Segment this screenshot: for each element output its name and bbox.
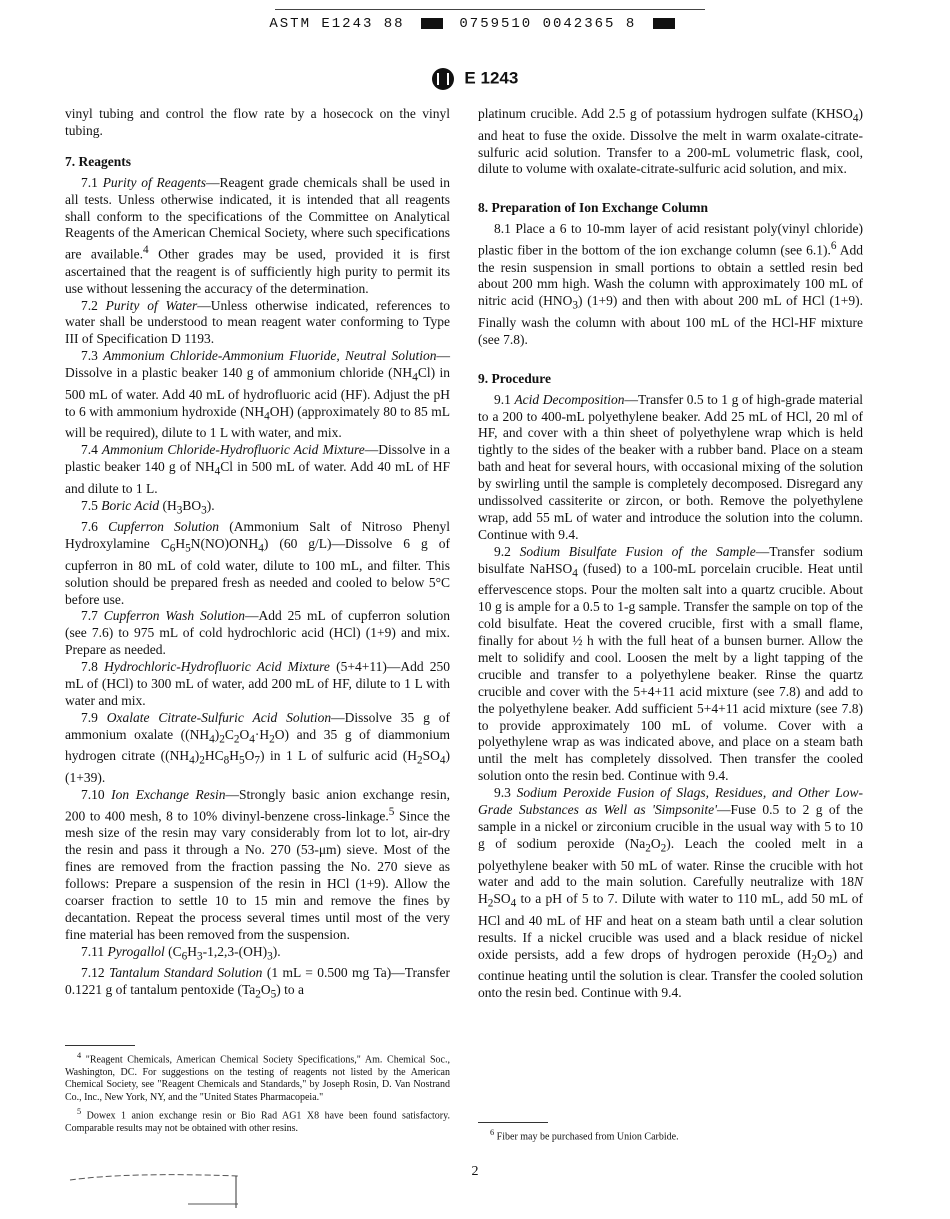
footnote-ref: 4: [143, 244, 149, 257]
paragraph-7-10: 7.10 Ion Exchange Resin—Strongly basic anion exchange resin, 200 to 400 mesh, 8 to 10% divinyl-benzene cross-linkage.$^5$ Since the mesh size of the resin may vary considerably from lot to lot, air-dry the resin and pass it through a No. 270 (53-μm) sieve. Most of the fines are removed from the fraction passing the No. 270 sieve as follows: Prepare a suspension of the resin in HCl (1+9). Allow the coarser fraction to settle 10 to 15 min and remove the fines by decantation. Repeat the process several times until most of the very fine material has been removed from the suspension.: [65, 786, 450, 942]
scan-artifact-marks: [68, 1170, 258, 1210]
section-8-heading: 8. Preparation of Ion Exchange Column: [478, 200, 709, 216]
paragraph-7-12: 7.12 Tantalum Standard Solution (1 mL = 0.500 mg Ta)—Transfer 0.1221 g of tantalum pentoxide $(Ta_2O_5)$ to a: [65, 965, 451, 1001]
scan-line: [275, 9, 705, 10]
paragraph-7-2: 7.2 Purity of Water—Unless otherwise indicated, references to water shall be understood to mean reagent water conforming to Type III of Specification D 1193.: [65, 297, 450, 347]
barcode-block-icon: [653, 18, 675, 29]
page-number: 2: [471, 1164, 479, 1179]
intro-paragraph: vinyl tubing and control the flow rate by a hosecock on the vinyl tubing.: [65, 106, 450, 138]
astm-logo-icon: [432, 68, 454, 90]
document-header-code: [0, 16, 950, 32]
paragraph-7-5: 7.5 Boric Acid $(H_3BO_3)$.: [81, 497, 215, 517]
footnote-6: $^6$ Fiber may be purchased from Union Carbide.: [490, 1128, 679, 1143]
standard-designation: [0, 68, 950, 90]
paragraph-7-4: 7.4 Ammonium Chloride-Hydrofluoric Acid Mixture—Dissolve in a plastic beaker 140 g of $NH_4Cl$ in 500 mL of water. Add 40 mL of HF and dilute to 1 L.: [65, 442, 450, 496]
footnote-5: $^5$ Dowex 1 anion exchange resin or Bio Rad AG1 X8 have been found satisfactory. Comparable results may not be obtained with other resins.: [65, 1107, 450, 1135]
astm-code: ASTM E1243 88: [269, 16, 405, 32]
paragraph-9-1: 9.1 Acid Decomposition—Transfer 0.5 to 1 g of high-grade material to a 200 to 400-mL polyethylene beaker. Add 25 mL of HCl, 20 ml of HF, and cover with a thin sheet of polyethylene wrap which is held tightly to the sides of the beaker with a rubber band. Place on a steam bath and heat for several hours, with occasional mixing of the solution by swirling until the sample is completely decomposed. Disregard any undissolved cassiterite or zircon, or both. Remove the polyethylene wrap, add 55 mL of water and introduce the solution into the column. Continue with 9.4.: [478, 391, 863, 542]
footnotes-right: [478, 1122, 863, 1146]
paragraph-9-2: 9.2 Sodium Bisulfate Fusion of the Sample—Transfer sodium bisulfate NaHSO$_4$ (fused) to a 100-mL porcelain crucible. Heat until effervescence stops. Pour the molten salt into a quartz crucible. About 10 g is ample for a 0.5 to 1-g sample. Transfer the sample on top of the cold bisulfate. Heat the covered crucible, first with a small flame, finally for about ½ h with the full heat of a bunsen burner. Allow the melt to solidify and cool. Loosen the melt by a light tapping of the crucible and transfer to a polyethylene beaker. Rinse the quartz crucible and cover with the 5+4+11 acid mixture (see 7.8) and add to the polyethylene beaker. Add sufficient 5+4+11 acid mixture (see 7.8) to provide approximately 100 mL of volume. Cover with a polyethylene wrap as was indicated above, and place on a steam bath until the melt has completely dissolved. Then transfer the cooled solution onto the resin bed. Continue with 9.4.: [478, 543, 863, 784]
paragraph-7-3: 7.3 Ammonium Chloride-Ammonium Fluoride, Neutral Solution—Dissolve in a plastic beaker 140 g of ammonium chloride $(NH_4Cl)$ in 500 mL of water. Add 40 mL of hydrofluoric acid (HF). Adjust the pH to 6 with ammonium hydroxide $(NH_4OH)$ (approximately 80 to 85 mL will be required), dilute to 1 L with water, and mix.: [65, 348, 451, 441]
footnote-ref: 6: [830, 240, 837, 253]
section-7-heading: 7. Reagents: [65, 153, 131, 169]
footnote-4: $^4$ "Reagent Chemicals, American Chemical Society Specifications," Am. Chemical Soc., Washington, DC. For suggestions on the testing of reagents not listed by the American Chemical Society, see "Reagent Chemicals and Standards," by Joseph Rosin, D. Van Nostrand Co., Inc., New York, NY, and the "United States Pharmacopeia.": [65, 1051, 450, 1103]
barcode-block-icon: [421, 18, 443, 29]
footnote-rule: [478, 1122, 548, 1123]
paragraph-8-1: 8.1 Place a 6 to 10-mm layer of acid resistant poly(vinyl chloride) plastic fiber in the bottom of the ion exchange column (see 6.1).$^6$ Add the resin suspension in small portions to obtain a settled resin bed about 200 mm high. Wash the column with approximately 100 mL of nitric acid $(HNO_3)$ (1+9) and then with about 200 mL of HCl (1+9). Finally wash the column with about 100 mL of the HCl-HF mixture (see 7.8).: [478, 221, 864, 347]
footnotes-left: [65, 1045, 450, 1138]
footnote-ref: 5: [388, 805, 395, 818]
paragraph-7-6: 7.6 Cupferron Solution (Ammonium Salt of Nitroso Phenyl Hydroxylamine $C_6H_5N(NO)ONH_4$) (60 g/L)—Dissolve 6 g of cupferron in 80 mL of cold water, dilute to 100 mL, and filter. This solution should be prepared fresh as needed and cooled to below 5°C before use.: [65, 519, 450, 607]
continuation-paragraph: platinum crucible. Add 2.5 g of potassium hydrogen sulfate $(KHSO_4)$ and heat to fuse the oxide. Dissolve the melt in warm oxalate-citrate-sulfuric acid solution. Transfer to a 200-mL volumetric flask, cool, dilute to volume with oxalate-citrate-sulfuric acid solution, and mix.: [478, 106, 863, 177]
section-9-heading: 9. Procedure: [478, 370, 551, 386]
footnote-rule: [65, 1045, 135, 1046]
paragraph-7-11: 7.11 Pyrogallol $(C_6H_3-1,2,3-(OH)_3)$.: [81, 943, 281, 963]
paragraph-7-9: 7.9 Oxalate Citrate-Sulfuric Acid Solution—Dissolve 35 g of ammonium oxalate $((NH_4)_2C_2O_4\cdot H_2O)$ and 35 g of diammonium hydrogen citrate $((NH_4)_2HC_8H_5O_7)$ in 1 L of sulfuric acid $(H_2SO_4)$ (1+39).: [65, 709, 451, 785]
designation-text: E 1243: [464, 68, 519, 88]
paragraph-9-3: 9.3 Sodium Peroxide Fusion of Slags, Residues, and Other Low-Grade Substances as Well as 'Simpsonite'—Fuse 0.5 to 2 g of the sample in a nickel or zirconium crucible in the usual way with 5 to 10 g of sodium peroxide $(Na_2O_2)$. Leach the cooled melt in a polyethylene beaker with 50 mL of water. Rinse the crucible with hot water and add to the main solution. Carefully neutralize with 18N $H_2SO_4$ to a pH of 5 to 7. Dilute with water to 110 mL, add 50 mL of HCl and 40 mL of HF and heat on a steam bath until a clear solution results. If a nickel crucible was used and a black residue of nickel oxide persists, add a few drops of hydrogen peroxide $(H_2O_2)$ and continue heating until the solution is clear. Transfer the cooled solution onto the resin bed. Continue with 9.4.: [478, 785, 864, 1001]
paragraph-7-7: 7.7 Cupferron Wash Solution—Add 25 mL of cupferron solution (see 7.6) to 975 mL of cold hydrochloric acid (HCl) (1+9) and mix. Prepare as needed.: [65, 608, 451, 658]
document-number: 0759510 0042365 8: [459, 16, 637, 32]
right-column: [478, 106, 863, 1002]
paragraph-7-8: 7.8 Hydrochloric-Hydrofluoric Acid Mixture (5+4+11)—Add 250 mL of (HCl) to 300 mL of water, add 200 mL of HF, dilute to 1 L with water and mix.: [65, 659, 451, 708]
left-column: [65, 106, 450, 1004]
paragraph-7-1: 7.1 Purity of Reagents—Reagent grade chemicals shall be used in all tests. Unless otherwise indicated, it is intended that all reagents shall conform to the specifications of the Committee on Analytical Reagents of the American Chemical Society, where such specifications are available.$^4$ Other grades may be used, provided it is first ascertained that the reagent is of sufficiently high purity to permit its use without lessening the accuracy of the determination.: [65, 174, 451, 296]
